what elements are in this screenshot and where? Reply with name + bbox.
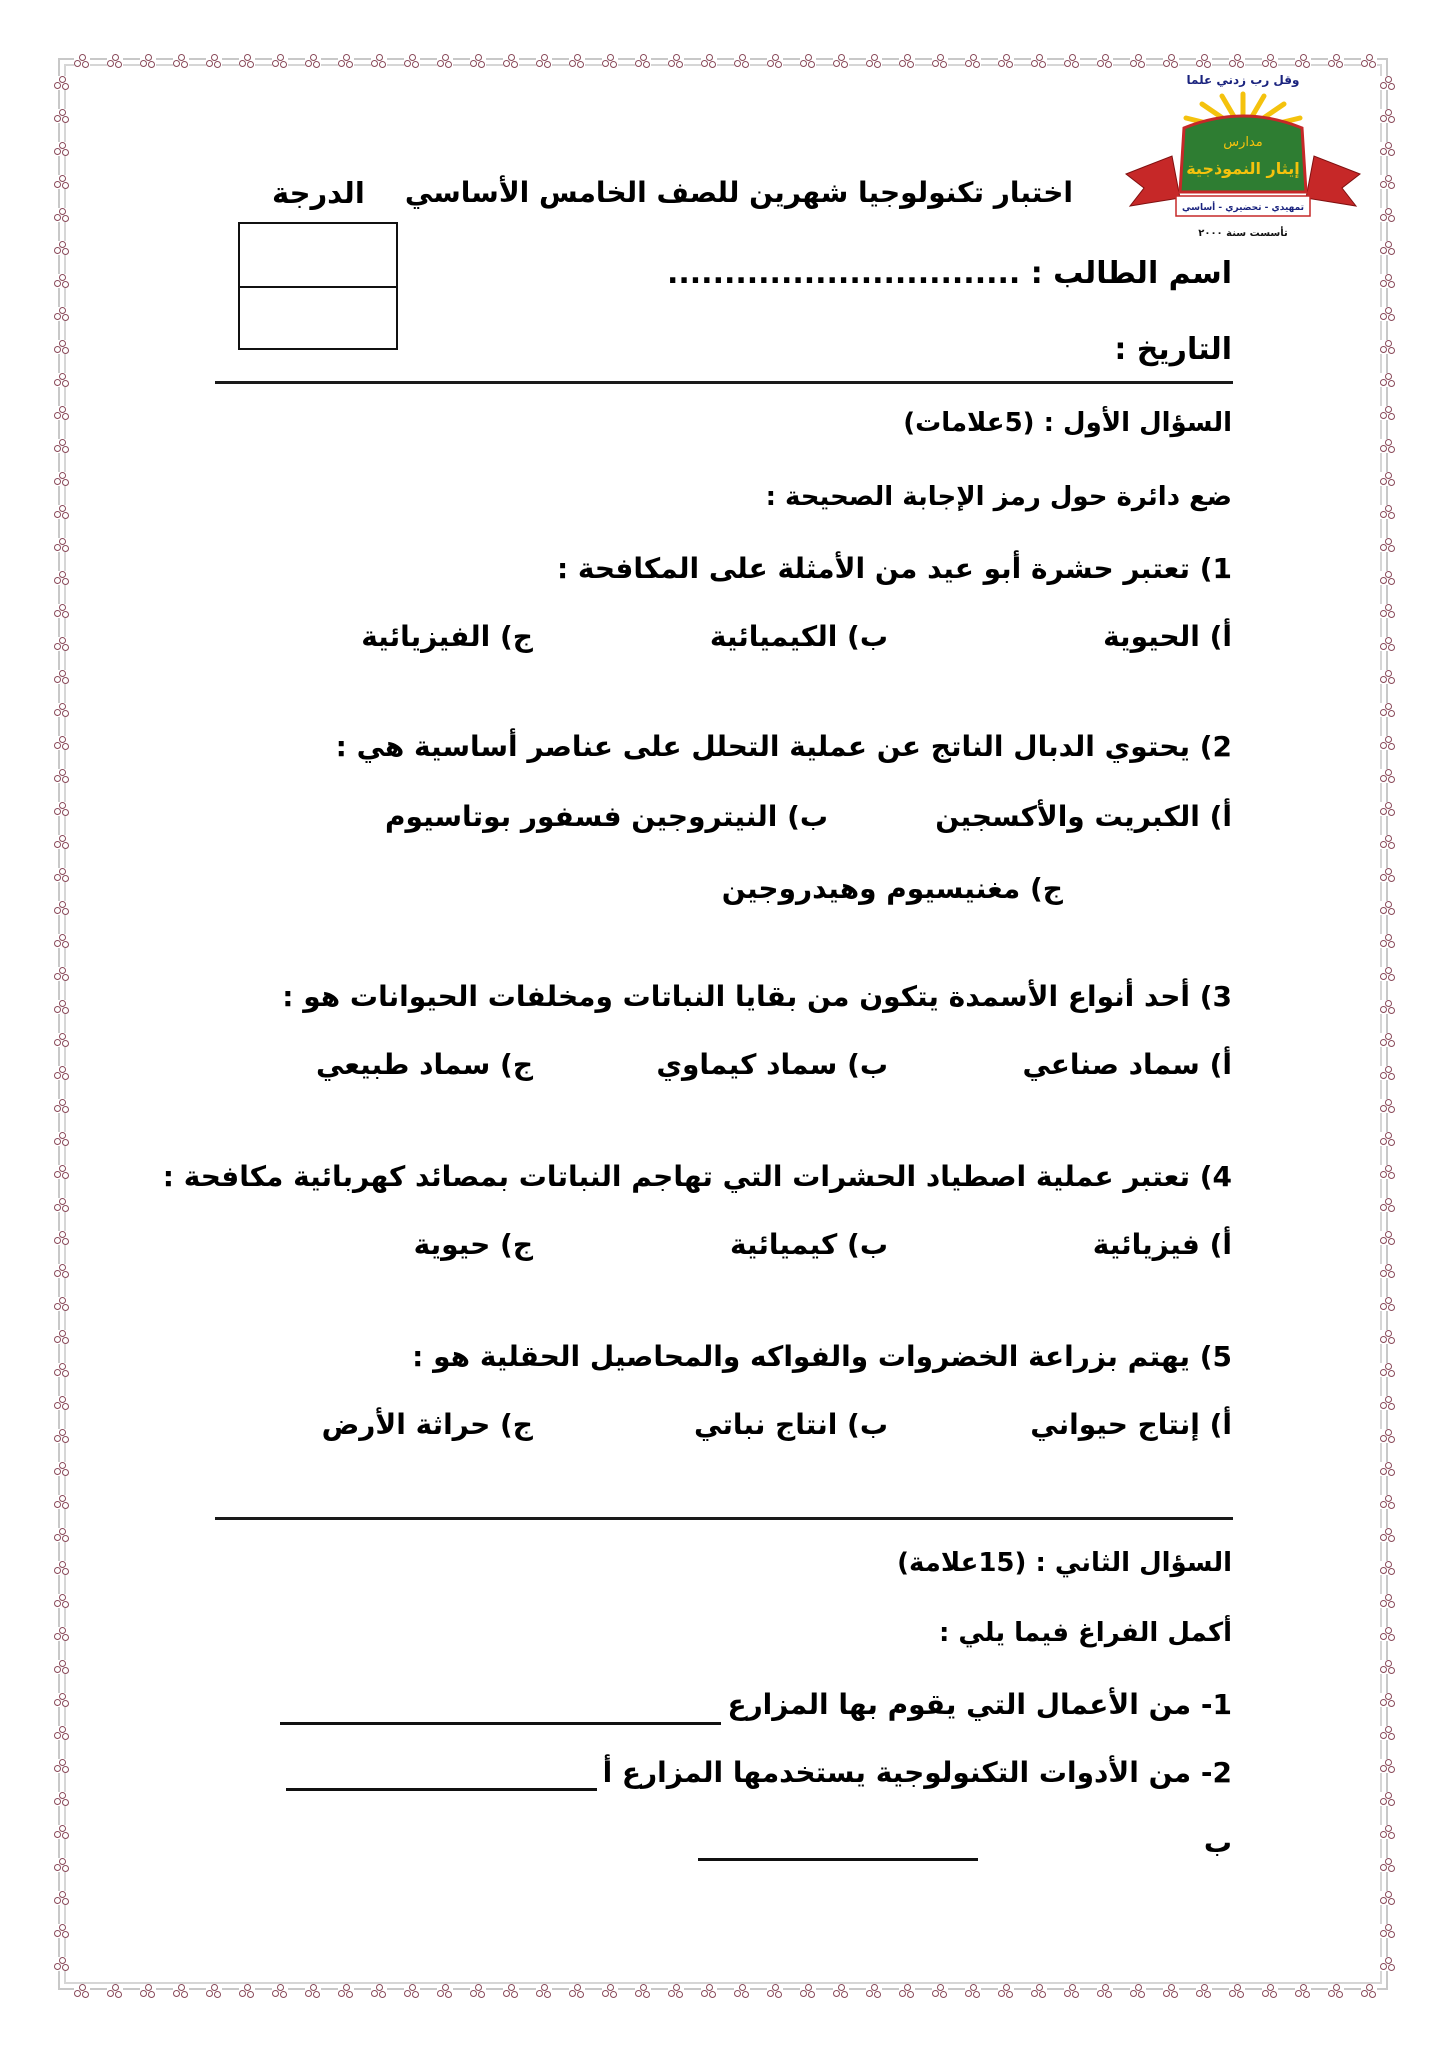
border-ornament-icon [800, 54, 816, 68]
border-ornament-icon [1163, 1984, 1179, 1998]
border-ornament-icon [767, 54, 783, 68]
border-ornament-icon [536, 1984, 552, 1998]
border-ornament-icon [998, 54, 1014, 68]
border-ornament-icon [1380, 373, 1396, 387]
border-ornament-icon [54, 1264, 70, 1278]
q1-item3-option-a[interactable]: أ) سماد صناعي [1022, 1048, 1232, 1081]
border-ornament-icon [54, 1693, 70, 1707]
border-ornament-icon [1380, 1858, 1396, 1872]
border-ornament-icon [1380, 1198, 1396, 1212]
q1-item4-option-b[interactable]: ب) كيميائية [729, 1228, 888, 1261]
border-ornament-icon [54, 901, 70, 915]
border-ornament-icon [338, 1984, 354, 1998]
border-ornament-icon [1380, 1561, 1396, 1575]
border-ornament-icon [1380, 1099, 1396, 1113]
border-ornament-icon [1380, 967, 1396, 981]
border-ornament-icon [1380, 1462, 1396, 1476]
border-ornament-icon [1380, 274, 1396, 288]
border-ornament-icon [1295, 1984, 1311, 1998]
border-ornament-icon [1380, 1264, 1396, 1278]
border-ornament-icon [305, 1984, 321, 1998]
grade-label: الدرجة [272, 176, 365, 210]
border-ornament-icon [833, 1984, 849, 1998]
question1-item5: 5) يهتم بزراعة الخضروات والفواكه والمحاصيل الحقلية هو : [412, 1340, 1232, 1373]
border-ornament-icon [437, 54, 453, 68]
border-ornament-icon [54, 1792, 70, 1806]
ribbon-right [1306, 156, 1360, 206]
border-ornament-icon [54, 769, 70, 783]
border-ornament-icon [54, 175, 70, 189]
grade-box[interactable] [238, 222, 398, 350]
border-ornament-icon [800, 1984, 816, 1998]
border-ornament-icon [833, 54, 849, 68]
student-name-row [667, 256, 1232, 291]
border-ornament-icon [635, 1984, 651, 1998]
border-ornament-icon [1380, 1825, 1396, 1839]
border-ornament-icon [173, 1984, 189, 1998]
border-ornament-icon [54, 109, 70, 123]
border-ornament-icon [602, 54, 618, 68]
border-ornament-icon [1380, 1033, 1396, 1047]
border-ornament-icon [1380, 1396, 1396, 1410]
question1-item4: 4) تعتبر عملية اصطياد الحشرات التي تهاجم النباتات بمصائد كهربائية مكافحة : [162, 1160, 1232, 1193]
border-ornament-icon [1380, 1792, 1396, 1806]
border-ornament-icon [54, 241, 70, 255]
border-ornament-icon [1196, 1984, 1212, 1998]
border-ornament-icon [1380, 538, 1396, 552]
q1-item1-option-c[interactable]: ج) الفيزيائية [361, 620, 533, 653]
border-ornament-icon [54, 373, 70, 387]
ribbon-left [1126, 156, 1180, 206]
border-ornament-icon [54, 1066, 70, 1080]
q1-item4-option-c[interactable]: ج) حيوية [413, 1228, 533, 1261]
border-ornament-icon [54, 1033, 70, 1047]
logo-line1: مدارس [1223, 135, 1263, 150]
border-ornament-icon [54, 1132, 70, 1146]
border-ornament-icon [1380, 1660, 1396, 1674]
border-ornament-icon [1130, 54, 1146, 68]
q1-item4-option-a[interactable]: أ) فيزيائية [1092, 1228, 1232, 1261]
border-ornament-icon [1328, 1984, 1344, 1998]
border-ornament-icon [54, 1759, 70, 1773]
answer-blank-1[interactable] [280, 1722, 721, 1725]
border-ornament-icon [1380, 340, 1396, 354]
border-ornament-icon [1380, 1066, 1396, 1080]
border-ornament-icon [1295, 54, 1311, 68]
border-ornament-icon [1380, 868, 1396, 882]
border-ornament-icon [54, 406, 70, 420]
border-ornament-icon [54, 1198, 70, 1212]
border-ornament-icon [54, 802, 70, 816]
border-ornament-icon [54, 1000, 70, 1014]
q1-item2-option-c[interactable]: ج) مغنيسيوم وهيدروجين [721, 872, 1063, 905]
border-ornament-icon [1380, 241, 1396, 255]
border-ornament-icon [1380, 109, 1396, 123]
border-ornament-icon [54, 274, 70, 288]
border-ornament-icon [54, 1330, 70, 1344]
border-ornament-icon [1380, 571, 1396, 585]
question2-instruction: أكمل الفراغ فيما يلي : [938, 1618, 1232, 1648]
border-ornament-icon [1380, 1957, 1396, 1971]
border-ornament-icon [54, 1495, 70, 1509]
question2-item2: 2- من الأدوات التكنولوجية يستخدمها المزارع أ [602, 1756, 1232, 1789]
border-ornament-icon [965, 54, 981, 68]
border-ornament-icon [54, 76, 70, 90]
border-ornament-icon [239, 54, 255, 68]
q1-item5-option-a[interactable]: أ) إنتاج حيواني [1030, 1408, 1232, 1441]
border-ornament-icon [54, 1858, 70, 1872]
border-ornament-icon [140, 54, 156, 68]
border-ornament-icon [932, 1984, 948, 1998]
border-ornament-icon [272, 54, 288, 68]
border-ornament-icon [866, 54, 882, 68]
border-ornament-icon [54, 472, 70, 486]
border-ornament-icon [107, 54, 123, 68]
border-ornament-icon [1380, 1363, 1396, 1377]
border-ornament-icon [1361, 54, 1377, 68]
border-ornament-icon [437, 1984, 453, 1998]
border-ornament-icon [54, 1561, 70, 1575]
border-ornament-icon [54, 670, 70, 684]
border-ornament-icon [338, 54, 354, 68]
border-ornament-icon [734, 54, 750, 68]
border-ornament-icon [1380, 406, 1396, 420]
border-ornament-icon [569, 54, 585, 68]
logo-motto: وقل رب زدني علما [1186, 73, 1300, 87]
border-ornament-icon [1380, 505, 1396, 519]
border-ornament-icon [668, 1984, 684, 1998]
border-ornament-icon [767, 1984, 783, 1998]
border-ornament-icon [1380, 1165, 1396, 1179]
border-ornament-icon [1380, 1330, 1396, 1344]
q1-item1-option-b[interactable]: ب) الكيميائية [709, 620, 888, 653]
border-ornament-icon [54, 1528, 70, 1542]
q1-item2-option-a[interactable]: أ) الكبريت والأكسجين [935, 800, 1232, 833]
border-ornament-icon [74, 1984, 90, 1998]
q1-item5-option-b[interactable]: ب) انتاج نباتي [694, 1408, 888, 1441]
border-ornament-icon [206, 54, 222, 68]
question1-item3: 3) أحد أنواع الأسمدة يتكون من بقايا النباتات ومخلفات الحيوانات هو : [282, 980, 1232, 1013]
border-ornament-icon [701, 1984, 717, 1998]
border-ornament-icon [536, 54, 552, 68]
border-ornament-icon [701, 54, 717, 68]
border-ornament-icon [1380, 1924, 1396, 1938]
border-ornament-icon [54, 1825, 70, 1839]
border-ornament-icon [54, 967, 70, 981]
border-ornament-icon [54, 1396, 70, 1410]
border-ornament-icon [1380, 736, 1396, 750]
border-ornament-icon [54, 1891, 70, 1905]
border-ornament-icon [54, 835, 70, 849]
border-ornament-icon [371, 1984, 387, 1998]
border-ornament-icon [1380, 703, 1396, 717]
border-ornament-icon [1380, 1726, 1396, 1740]
border-ornament-icon [54, 1660, 70, 1674]
border-ornament-icon [54, 538, 70, 552]
border-ornament-icon [1380, 76, 1396, 90]
answer-blank-2a[interactable] [286, 1788, 597, 1791]
border-ornament-icon [1380, 1627, 1396, 1641]
border-ornament-icon [1262, 54, 1278, 68]
border-ornament-icon [1380, 1891, 1396, 1905]
border-ornament-icon [206, 1984, 222, 1998]
border-ornament-icon [54, 1627, 70, 1641]
border-ornament-icon [1380, 439, 1396, 453]
border-ornament-icon [668, 54, 684, 68]
border-ornament-icon [1380, 769, 1396, 783]
border-ornament-icon [1380, 1000, 1396, 1014]
border-ornament-icon [173, 54, 189, 68]
green-badge [1180, 116, 1306, 192]
border-ornament-icon [503, 54, 519, 68]
logo-line4: تأسست سنة ٢٠٠٠ [1198, 228, 1288, 239]
border-ornament-icon [1380, 670, 1396, 684]
border-ornament-icon [54, 934, 70, 948]
grade-box-divider [240, 286, 396, 288]
border-ornament-icon [54, 1099, 70, 1113]
border-ornament-icon [239, 1984, 255, 1998]
border-ornament-icon [1064, 54, 1080, 68]
border-ornament-icon [1031, 1984, 1047, 1998]
border-ornament-icon [1380, 142, 1396, 156]
border-ornament-icon [569, 1984, 585, 1998]
border-ornament-icon [1163, 54, 1179, 68]
q1-item1-option-a[interactable]: أ) الحيوية [1103, 620, 1232, 653]
border-ornament-icon [54, 142, 70, 156]
q1-item2-option-b[interactable]: ب) النيتروجين فسفور بوتاسيوم [385, 800, 828, 833]
date-label[interactable]: التاريخ : [1114, 332, 1232, 367]
question2-item2-b: ب [1203, 1826, 1232, 1859]
border-ornament-icon [54, 340, 70, 354]
border-ornament-icon [1380, 307, 1396, 321]
border-ornament-icon [54, 505, 70, 519]
border-ornament-icon [470, 54, 486, 68]
border-ornament-icon [1064, 1984, 1080, 1998]
border-ornament-icon [54, 1297, 70, 1311]
border-ornament-icon [470, 1984, 486, 1998]
border-ornament-icon [1380, 1429, 1396, 1443]
border-ornament-icon [54, 868, 70, 882]
border-ornament-icon [272, 1984, 288, 1998]
border-ornament-icon [54, 208, 70, 222]
exam-title: اختبار تكنولوجيا شهرين للصف الخامس الأساسي [404, 176, 1073, 209]
border-ornament-icon [54, 1165, 70, 1179]
question1-item1: 1) تعتبر حشرة أبو عيد من الأمثلة على المكافحة : [556, 552, 1232, 585]
border-ornament-icon [1380, 1297, 1396, 1311]
border-ornament-icon [371, 54, 387, 68]
border-ornament-icon [54, 307, 70, 321]
section-divider-middle [215, 1517, 1233, 1520]
border-ornament-icon [1380, 901, 1396, 915]
border-ornament-icon [1361, 1984, 1377, 1998]
border-ornament-icon [404, 1984, 420, 1998]
q1-item5-option-c[interactable]: ج) حراثة الأرض [321, 1408, 533, 1441]
border-ornament-icon [1380, 1693, 1396, 1707]
border-ornament-icon [1262, 1984, 1278, 1998]
border-ornament-icon [503, 1984, 519, 1998]
border-ornament-icon [602, 1984, 618, 1998]
student-name-label: اسم الطالب : [1030, 256, 1232, 291]
border-ornament-icon [1380, 1759, 1396, 1773]
border-ornament-icon [54, 1462, 70, 1476]
border-ornament-icon [1130, 1984, 1146, 1998]
logo-line2: إيثار النموذجية [1186, 159, 1300, 178]
question1-item2: 2) يحتوي الدبال الناتج عن عملية التحلل على عناصر أساسية هي : [335, 730, 1232, 763]
question1-instruction: ضع دائرة حول رمز الإجابة الصحيحة : [765, 482, 1232, 512]
border-ornament-icon [866, 1984, 882, 1998]
border-ornament-icon [404, 54, 420, 68]
border-ornament-icon [899, 1984, 915, 1998]
border-ornament-icon [1380, 208, 1396, 222]
school-logo [1118, 70, 1368, 250]
border-ornament-icon [305, 54, 321, 68]
border-ornament-icon [1380, 1528, 1396, 1542]
answer-blank-2b[interactable] [698, 1858, 978, 1861]
border-ornament-icon [54, 571, 70, 585]
border-ornament-icon [1196, 54, 1212, 68]
border-ornament-icon [932, 54, 948, 68]
border-ornament-icon [54, 736, 70, 750]
border-ornament-icon [635, 54, 651, 68]
border-ornament-icon [899, 54, 915, 68]
border-ornament-icon [54, 439, 70, 453]
border-ornament-icon [54, 1363, 70, 1377]
border-ornament-icon [965, 1984, 981, 1998]
border-ornament-icon [1229, 1984, 1245, 1998]
q1-item3-option-c[interactable]: ج) سماد طبيعي [315, 1048, 533, 1081]
border-ornament-icon [1380, 934, 1396, 948]
border-ornament-icon [1380, 604, 1396, 618]
student-name-field[interactable]: ............................... [666, 256, 1021, 291]
border-ornament-icon [1380, 1495, 1396, 1509]
border-ornament-icon [54, 703, 70, 717]
border-ornament-icon [1097, 54, 1113, 68]
border-ornament-icon [1380, 637, 1396, 651]
question2-heading: السؤال الثاني : (15علامة) [897, 1548, 1232, 1578]
border-ornament-icon [1380, 835, 1396, 849]
border-ornament-icon [54, 637, 70, 651]
border-ornament-icon [107, 1984, 123, 1998]
border-ornament-icon [1380, 1231, 1396, 1245]
question1-heading: السؤال الأول : (5علامات) [903, 408, 1232, 438]
border-ornament-icon [1380, 1132, 1396, 1146]
border-ornament-icon [734, 1984, 750, 1998]
border-ornament-icon [1380, 472, 1396, 486]
border-ornament-icon [54, 1231, 70, 1245]
border-ornament-icon [1229, 54, 1245, 68]
border-ornament-icon [1380, 175, 1396, 189]
border-ornament-icon [54, 1726, 70, 1740]
q1-item3-option-b[interactable]: ب) سماد كيماوي [656, 1048, 888, 1081]
border-ornament-icon [54, 1594, 70, 1608]
question2-item1: 1- من الأعمال التي يقوم بها المزارع [727, 1688, 1232, 1721]
border-ornament-icon [54, 604, 70, 618]
border-ornament-icon [54, 1957, 70, 1971]
border-ornament-icon [1031, 54, 1047, 68]
border-ornament-icon [998, 1984, 1014, 1998]
border-ornament-icon [1380, 1594, 1396, 1608]
border-ornament-icon [54, 1924, 70, 1938]
border-ornament-icon [74, 54, 90, 68]
logo-line3: تمهيدي - تحضيري - أساسي [1181, 203, 1305, 213]
border-ornament-icon [54, 1429, 70, 1443]
border-ornament-icon [1328, 54, 1344, 68]
section-divider-top [215, 381, 1233, 384]
border-ornament-icon [140, 1984, 156, 1998]
border-ornament-icon [1097, 1984, 1113, 1998]
border-ornament-icon [1380, 802, 1396, 816]
